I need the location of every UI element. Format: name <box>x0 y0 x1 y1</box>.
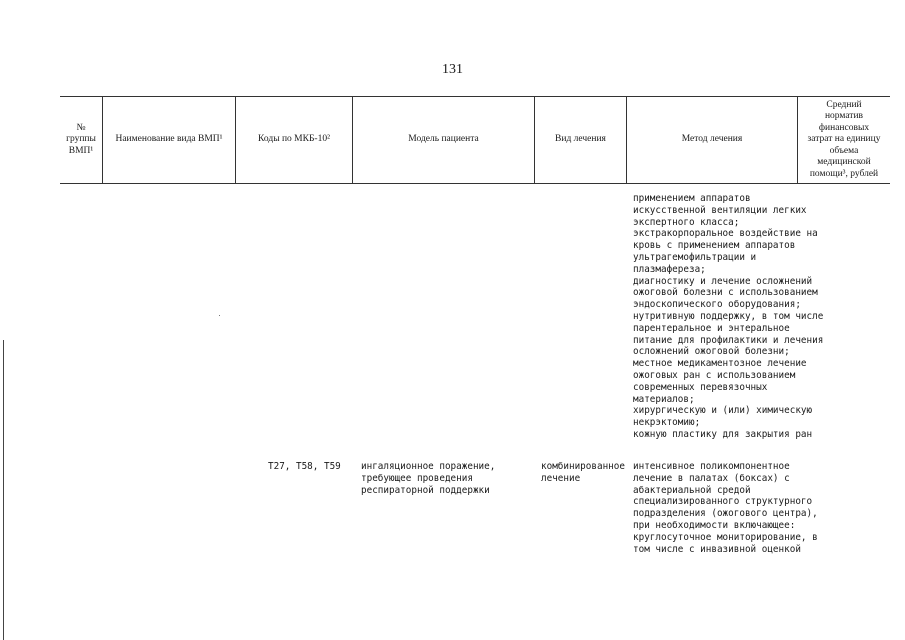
header-line: помощи³, рублей <box>809 168 879 179</box>
header-line: Метод лечения <box>681 134 743 145</box>
row-patient-model: ингаляционное поражение, требующее проведения респираторной поддержки <box>361 461 496 496</box>
header-patient-model <box>353 97 534 183</box>
header-line: Наименование вида ВМП¹ <box>115 134 223 145</box>
header-line: затрат на единицу <box>807 134 881 145</box>
header-line: Модель пациента <box>408 134 479 145</box>
header-line: группы <box>66 134 96 145</box>
header-treatment-method <box>627 97 797 183</box>
header-vmp-name <box>103 97 235 183</box>
header-treatment-type <box>535 97 626 183</box>
scan-margin-line <box>3 340 4 640</box>
row-treatment-type: комбинированное лечение <box>541 461 625 484</box>
scan-speck <box>219 315 220 316</box>
header-icd-codes <box>236 97 352 183</box>
header-line: ВМП¹ <box>68 145 94 156</box>
header-line: Коды по МКБ-10² <box>258 134 330 145</box>
header-line: № <box>76 122 86 133</box>
header-line: Вид лечения <box>555 134 606 145</box>
row-treatment-method: интенсивное поликомпонентное лечение в палатах (боксах) с абактериальной средой специализированного структурного подразделения (ожогового центра), при необходимости включающее: круглосуточное мониторирование, в том числе с инвазивной оценкой <box>633 461 818 555</box>
header-group-number <box>60 97 102 183</box>
header-line: финансовых <box>818 122 870 133</box>
page-number: 131 <box>442 62 463 77</box>
table-header-bottom-border <box>60 183 890 184</box>
header-line: норматив <box>824 111 864 122</box>
method-continuation-text: применением аппаратов искусственной вентиляции легких экспертного класса; экстракорпоральное воздействие на кровь с применением аппаратов ультрагемофильтрации и плазмафереза; диагностику и лечение осложнений ожоговой болезни с использованием эндоскопического оборудования; нутритивную поддержку, в том числе парентеральное и энтеральное питание для профилактики и лечения осложнений ожоговой болезни; местное медикаментозное лечение ожоговых ран с использованием современных перевязочных материалов; хирургическую и (или) химическую некрэктомию; кожную пластику для закрытия ран <box>633 193 824 440</box>
row-icd-codes: T27, T58, T59 <box>268 461 341 472</box>
header-line: объема <box>829 145 859 156</box>
header-line: Средний <box>826 99 862 110</box>
header-average-cost <box>798 97 890 183</box>
header-line: медицинской <box>817 157 871 168</box>
